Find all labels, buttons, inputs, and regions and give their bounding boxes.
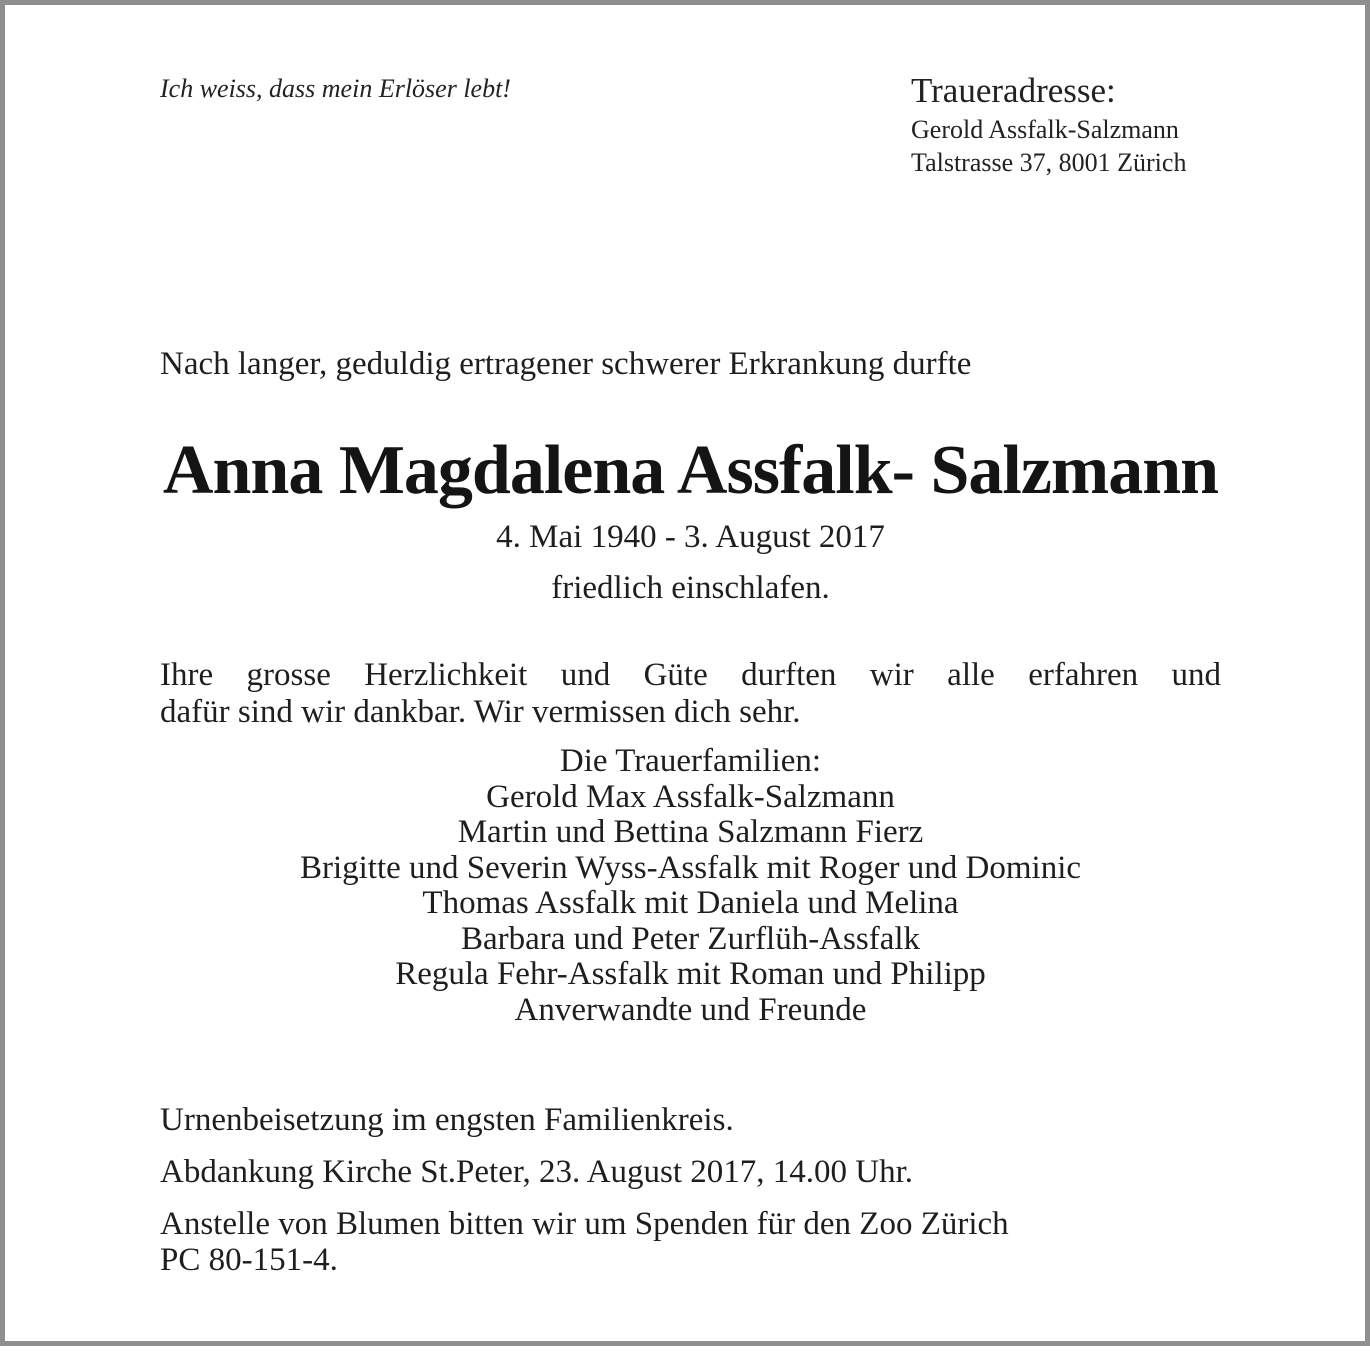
intro-text: Nach langer, geduldig ertragener schwerer Erkrankung durfte [160,346,972,382]
life-dates: 4. Mai 1940 - 3. August 2017 [496,519,885,555]
address-name: Gerold Assfalk-Salzmann [911,115,1179,144]
family-member: Martin und Bettina Salzmann Fierz [457,814,924,850]
tribute-line: Ihre grosse Herzlichkeit und Güte durften wir alle erfahren und [160,657,1221,693]
family-member: Anverwandte und Freunde [514,991,867,1028]
funeral-service: Abdankung Kirche St.Peter, 23. August 2017, 14.00 Uhr. [160,1154,914,1190]
deceased-name: Anna Magdalena Assfalk- Salzmann [162,432,1219,509]
address-heading: Traueradresse: [911,71,1116,110]
obituary-notice [160,5,1221,1351]
donation-account: PC 80-151-4. [160,1242,338,1278]
passed-text: friedlich einschlafen. [551,570,830,606]
donation-request: Anstelle von Blumen bitten wir um Spenden für den Zoo Zürich [160,1206,1009,1242]
family-member: Gerold Max Assfalk-Salzmann [486,778,895,815]
families-heading: Die Trauerfamilien: [559,743,822,779]
family-member: Thomas Assfalk mit Daniela und Melina [422,885,959,921]
mourning-families [160,744,1221,1028]
tribute-paragraph [160,657,1221,731]
mourning-address [911,69,1186,179]
burial-note: Urnenbeisetzung im engsten Familienkreis. [160,1102,734,1138]
family-member: Regula Fehr-Assfalk mit Roman und Philipp [395,956,986,992]
family-member: Brigitte und Severin Wyss-Assfalk mit Roger und Dominic [299,849,1082,886]
bible-quote: Ich weiss, dass mein Erlöser lebt! [160,74,511,103]
family-member: Barbara und Peter Zurflüh-Assfalk [460,920,921,957]
address-street: Talstrasse 37, 8001 Zürich [911,148,1187,177]
tribute-line: dafür sind wir dankbar. Wir vermissen dich sehr. [160,694,801,730]
